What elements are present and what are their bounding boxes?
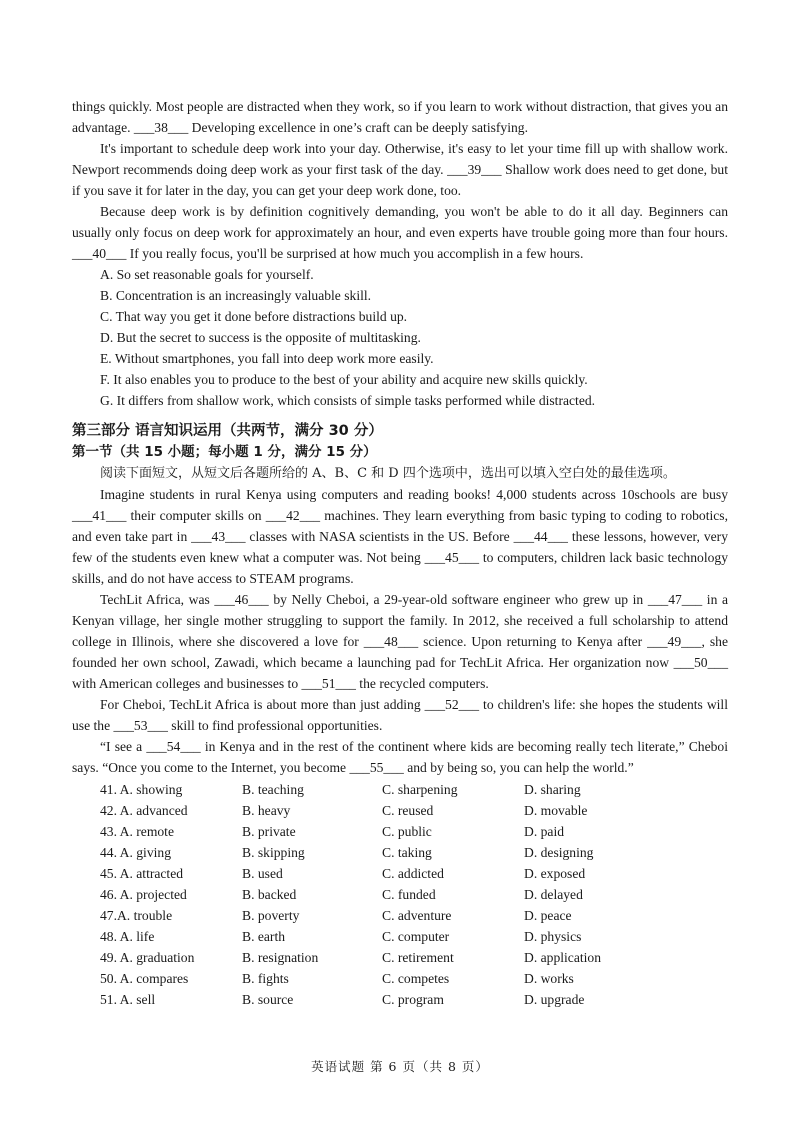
choice-b: B. skipping	[242, 845, 305, 860]
reading-paragraph-3: Because deep work is by definition cognitively demanding, you won't be able to do it all day. Beginners can usually only focus on deep work for approximately an hour, and even experts have trouble going more than four hours. ___40___ If you really focus, you'll be surprised at how much you accomplish in a few hours.	[72, 204, 728, 261]
choice-d: D. delayed	[524, 887, 583, 902]
choice-b: B. heavy	[242, 803, 291, 818]
reading-paragraph-2: It's important to schedule deep work into your day. Otherwise, it's easy to let your time fill up with shallow work. Newport recommends doing deep work as your first task of the day. ___39___ Shallow work does need to get done, but if you save it for later in the day, you can get your deep work done, too.	[72, 141, 728, 198]
choice-c: C. funded	[382, 887, 436, 902]
choice-c: C. reused	[382, 803, 434, 818]
part3-title: 第三部分 语言知识运用（共两节，满分 30 分）	[72, 423, 383, 439]
choice-b: B. backed	[242, 887, 297, 902]
choice-a: 47.A. trouble	[100, 908, 173, 923]
choice-a: 48. A. life	[100, 929, 155, 944]
choice-b: B. used	[242, 866, 283, 881]
reading-option: D. But the secret to success is the opposite of multitasking.	[100, 330, 421, 345]
reading-options-list	[72, 264, 728, 411]
reading-option: B. Concentration is an increasingly valuable skill.	[100, 288, 372, 303]
choice-row	[72, 863, 728, 884]
choice-d: D. sharing	[524, 782, 581, 797]
reading-option: G. It differs from shallow work, which consists of simple tasks performed while distracted.	[100, 393, 596, 408]
choice-d: D. physics	[524, 929, 582, 944]
choice-d: D. designing	[524, 845, 594, 860]
choice-b: B. earth	[242, 929, 286, 944]
directions-text: 阅读下面短文，从短文后各题所给的 A、B、C 和 D 四个选项中，选出可以填入空白处的最佳选项。	[100, 466, 676, 481]
choice-row	[72, 968, 728, 989]
choice-d: D. movable	[524, 803, 588, 818]
choice-b: B. teaching	[242, 782, 304, 797]
choice-b: B. poverty	[242, 908, 300, 923]
page-footer: 英语试题 第 6 页（共 8 页）	[311, 1059, 489, 1074]
choice-row	[72, 800, 728, 821]
choice-c: C. computer	[382, 929, 450, 944]
choice-c: C. addicted	[382, 866, 444, 881]
choice-a: 49. A. graduation	[100, 950, 195, 965]
cloze-paragraph-1: Imagine students in rural Kenya using computers and reading books! 4,000 students across 10schools are busy ___41___ their computer skills on ___42___ machines. They learn everything from basic typing to coding to robotics, and even take part in ___43___ classes with NASA scientists in the US. Before ___44___ these lessons, however, very few of the students even knew what a computer was. Not being ___45___ to computers, children lack basic technology skills, and do not have access to STEAM programs.	[72, 487, 728, 586]
choice-a: 43. A. remote	[100, 824, 174, 839]
choice-d: D. exposed	[524, 866, 586, 881]
choice-row	[72, 821, 728, 842]
reading-paragraph-1: things quickly. Most people are distracted when they work, so if you learn to work without distraction, that gives you an advantage. ___38___ Developing excellence in one’s craft can be deeply satisfying.	[72, 99, 728, 135]
choice-c: C. retirement	[382, 950, 454, 965]
choice-a: 42. A. advanced	[100, 803, 188, 818]
cloze-paragraph-4: “I see a ___54___ in Kenya and in the rest of the continent where kids are becoming really tech literate,” Cheboi says. “Once you come to the Internet, you become ___55___ and by being so, you can help the world.”	[72, 739, 728, 775]
choice-a: 50. A. compares	[100, 971, 189, 986]
cloze-choices	[72, 779, 728, 1010]
reading-option: A. So set reasonable goals for yourself.	[100, 267, 314, 282]
choice-row	[72, 989, 728, 1010]
choice-c: C. sharpening	[382, 782, 458, 797]
choice-a: 45. A. attracted	[100, 866, 184, 881]
choice-a: 41. A. showing	[100, 782, 183, 797]
choice-b: B. fights	[242, 971, 289, 986]
reading-option: E. Without smartphones, you fall into deep work more easily.	[100, 351, 434, 366]
exam-page	[72, 96, 728, 1010]
choice-row	[72, 884, 728, 905]
choice-row	[72, 947, 728, 968]
choice-a: 46. A. projected	[100, 887, 187, 902]
choice-d: D. upgrade	[524, 992, 585, 1007]
section1-title: 第一节（共 15 小题；每小题 1 分，满分 15 分）	[72, 444, 377, 460]
choice-d: D. works	[524, 971, 574, 986]
choice-row	[72, 779, 728, 800]
cloze-paragraph-2: TechLit Africa, was ___46___ by Nelly Cheboi, a 29-year-old software engineer who grew up in ___47___ in a Kenyan village, her single mother struggling to support the family. In 2012, she received a full scholarship to attend college in Illinois, where she discovered a love for ___48___ science. Upon returning to Kenya after ___49___, she founded her own school, Zawadi, which became a launching pad for TechLit Africa. Her organization now ___50___ with American colleges and businesses to ___51___ the recycled computers.	[72, 592, 728, 691]
choice-d: D. peace	[524, 908, 572, 923]
choice-d: D. application	[524, 950, 602, 965]
reading-option: C. That way you get it done before distractions build up.	[100, 309, 408, 324]
choice-b: B. private	[242, 824, 296, 839]
choice-row	[72, 842, 728, 863]
choice-a: 44. A. giving	[100, 845, 171, 860]
choice-c: C. adventure	[382, 908, 452, 923]
choice-row	[72, 905, 728, 926]
choice-c: C. program	[382, 992, 444, 1007]
choice-row	[72, 926, 728, 947]
choice-c: C. public	[382, 824, 432, 839]
choice-a: 51. A. sell	[100, 992, 156, 1007]
choice-b: B. resignation	[242, 950, 319, 965]
choice-d: D. paid	[524, 824, 565, 839]
reading-option: F. It also enables you to produce to the best of your ability and acquire new skills quickly.	[100, 372, 588, 387]
cloze-paragraph-3: For Cheboi, TechLit Africa is about more than just adding ___52___ to children's life: she hopes the students will use the ___53___ skill to find professional opportunities.	[72, 697, 728, 733]
choice-b: B. source	[242, 992, 294, 1007]
choice-c: C. taking	[382, 845, 432, 860]
choice-c: C. competes	[382, 971, 450, 986]
